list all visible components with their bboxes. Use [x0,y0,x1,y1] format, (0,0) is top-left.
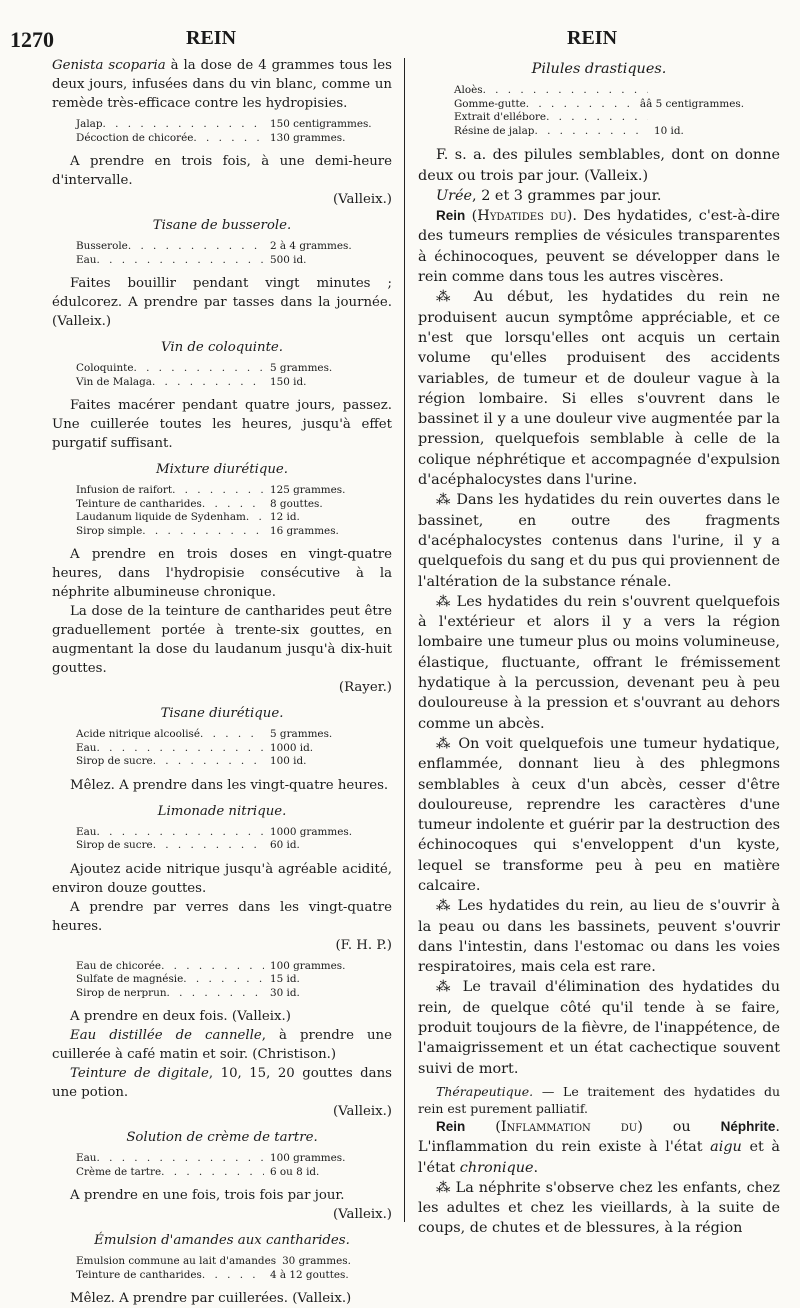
ingredient-name: Vin de Malaga [76,375,152,388]
formula-row [76,755,376,769]
entry-keyword: Néphrite [720,1118,776,1134]
text-run: A prendre en une fois, trois fois par jour. [70,1188,345,1203]
formula-row [76,118,376,132]
formula-table [76,118,376,145]
italic-text: aigu [710,1139,742,1156]
text-run: Ajoutez acide nitrique jusqu'à agréable acidité, environ douze gouttes. [52,861,392,896]
dot-leader [153,839,264,853]
ingredient-quantity: 5 grammes. [270,728,333,740]
text-run: à la dose de 4 grammes tous les deux jours, infusées dans du vin blanc, comme un remède très-efficace contre les hydropisies. [52,58,392,111]
citation: (Valleix.) [332,192,392,207]
ingredient-name: Extrait d'ellébore [454,111,547,124]
ingredient-name: Sirop simple [76,524,143,537]
italic-text: Thérapeutique. [436,1083,534,1099]
ingredient-quantity: 500 id. [270,253,307,266]
italic-text: Teinture de digitale [70,1066,209,1081]
entry-keyword: Rein [436,1118,466,1134]
text-run: ⁂ Dans les hydatides du rein ouvertes dans le bassinet, en outre des fragments d'acéphalocystes contenus dans l'urine, il y a quelquefois du sang et du pus qui proviennent de l'altération de la substance rénale. [418,492,780,590]
paragraph [418,206,780,287]
ingredient-quantity: 10 id. [654,124,684,137]
running-title-left: REIN [186,27,237,49]
citation: (Valleix.) [332,1207,392,1222]
dot-leader [133,362,264,376]
note-paragraph [418,1083,780,1117]
ingredient-quantity: 30 id. [270,986,300,999]
ingredient-quantity: 125 grammes. [270,484,346,496]
ingredient-name: Laudanum liquide de Sydenham [76,511,246,523]
italic-text: Eau distillée de cannelle [70,1028,262,1043]
text-run: ⁂ Au début, les hydatides du rein ne produisent aucun symptôme appréciable, et ce n'est que lorsqu'elles ont acquis un certain volume qu'elles produisent des accidents variables, de tumeur et de douleur vague à la région lombaire. Si elles s'ouvrent dans le bassinet il y a une douleur vive augmentée par la pression, quelquefois semblable à celle de la colique néphrétique et accompagnée d'expulsion d'acéphalocystes dans l'urine. [418,289,780,489]
paragraph [52,898,392,936]
ingredient-quantity: 150 centigrammes. [270,118,372,130]
text-run: ⁂ On voit quelquefois une tumeur hydatique, enflammée, donnant lieu à des phlegmons semblables à ceux d'un abcès, cesser d'être douloureuse, reprendre les caractères d'une tumeur indolente et guérir par la destruction des échinocoques qui s'enveloppent d'un kyste, lequel se transforme peu à peu en matière calcaire. [418,735,780,894]
paragraph [418,977,780,1078]
entry-subtitle: (Hydatides du) [465,208,573,225]
dot-leader [96,826,264,840]
citation: (F. H. P.) [335,937,392,953]
citation: (Rayer.) [338,680,392,695]
formula-row [76,742,376,756]
ingredient-name: Gomme-gutte [454,97,526,110]
paragraph [52,1007,392,1026]
text-run: ⁂ Les hydatides du rein, au lieu de s'ouvrir à la peau ou dans les bassinets, peuvent s'ouvrir dans l'intestin, dans l'estomac ou dans les voies respiratoires, mais cela est rare. [418,898,780,976]
formula-heading: Tisane diurétique. [160,706,284,721]
ingredient-name: Sulfate de magnésie [76,973,184,985]
left-column [52,56,392,1308]
dot-leader [172,484,264,498]
ingredient-name: Coloquinte [76,362,134,374]
dot-leader [161,1166,264,1180]
formula-heading: Tisane de busserole. [152,218,292,233]
ingredient-quantity: 2 à 4 grammes. [270,240,352,252]
ingredient-quantity: 100 id. [270,755,307,767]
paragraph [418,896,780,977]
text-run: . L'inflammation du rein existe à l'état [418,1118,780,1156]
ingredient-name: Décoction de chicorée [76,131,194,144]
formula-table [76,1152,376,1179]
paragraph [418,490,780,591]
paragraph [418,592,780,734]
formula-row [76,484,376,498]
formula-row [76,1255,376,1269]
formula-heading: Limonade nitrique. [157,803,287,819]
paragraph [52,396,392,453]
formula-row [76,987,376,1001]
ingredient-name: Sirop de sucre [76,755,153,767]
ingredient-quantity [648,84,744,98]
text-run: La dose de la teinture de cantharides peut être graduellement portée à trente-six gouttes, en augmentant la dose du laudanum jusqu'à dix-huit gouttes. [52,604,392,676]
paragraph [52,602,392,678]
text-run: et à l'état [418,1139,780,1176]
ingredient-quantity: 8 gouttes. [270,497,323,510]
paragraph [52,776,392,795]
italic-text: Urée [436,187,473,204]
ingredient-quantity: 100 grammes. [270,959,346,972]
text-run: , 2 et 3 grammes par jour. [472,187,662,204]
formula-row [76,826,376,840]
formula-row [76,728,376,742]
italic-text: Genista scoparia [52,58,166,73]
formula-heading: Vin de coloquinte. [160,340,284,355]
formula-table [76,362,376,389]
dot-leader [142,525,264,539]
text-run: A prendre en trois doses en vingt-quatre heures, dans l'hydropisie consécutive à la néphrite albumineuse chronique. [52,547,392,600]
page-number: 1270 [10,27,54,52]
paragraph [418,1178,780,1239]
formula-row [76,1166,376,1180]
text-run: ou [642,1118,721,1135]
paragraph [52,56,392,113]
paragraph [52,1186,392,1205]
formula-row [454,111,744,125]
dot-leader [202,1269,264,1283]
formula-row [76,1152,376,1166]
dot-leader [103,118,264,132]
ingredient-quantity: 12 id. [270,511,300,523]
ingredient-quantity: 30 grammes. [282,1255,351,1267]
entry-keyword: Rein [436,208,466,224]
formula-row [76,362,376,376]
paragraph [52,274,392,331]
dot-leader [161,960,264,974]
text-run: Faites macérer pendant quatre jours, passez. Une cuillerée toutes les heures, jusqu'à effet purgatif suffisant. [52,398,392,451]
ingredient-quantity: 150 id. [270,375,307,388]
formula-row [76,839,376,853]
ingredient-quantity: 130 grammes. [270,131,346,144]
text-run: A prendre par verres dans les vingt-quatre heures. [52,899,392,934]
formula-heading: Mixture diurétique. [155,462,289,477]
ingredient-quantity: 5 grammes. [270,362,333,374]
ingredient-name: Résine de jalap [454,124,535,137]
ingredient-name: Sirop de nerprun [76,986,167,999]
formula-row [76,525,376,539]
dot-leader [96,1152,264,1166]
text-run: , à prendre une cuillerée à café matin et soir. (Christison.) [52,1028,392,1062]
ingredient-quantity: 1000 id. [270,741,314,754]
dot-leader [483,84,648,98]
ingredient-quantity: ââ 5 centigrammes. [639,97,744,110]
dot-leader [202,498,264,512]
ingredient-name: Jalap [76,118,103,130]
ingredient-name: Acide nitrique alcoolisé [76,728,201,740]
ingredient-name: Eau [76,741,97,754]
dot-leader [526,98,634,112]
formula-table [76,484,376,538]
dot-leader [153,755,264,769]
text-run: — Le traitement des hydatides du rein est purement palliatif. [418,1083,780,1116]
ingredient-quantity: 100 grammes. [270,1152,346,1164]
ingredient-name: Teinture de cantharides [76,497,202,510]
dot-leader [96,254,264,268]
dot-leader [193,132,264,146]
formula-heading: Pilules drastiques. [531,61,667,77]
text-run: , 10, 15, 20 gouttes dans une potion. [52,1066,392,1100]
ingredient-quantity: 6 ou 8 id. [270,1165,320,1178]
formula-row [454,125,744,139]
ingredient-quantity: 60 id. [270,839,300,851]
dot-leader [200,728,264,742]
ingredient-name: Infusion de raifort [76,484,173,496]
ingredient-quantity: 15 id. [270,973,300,985]
dot-leader [183,973,264,987]
paragraph [418,734,780,896]
formula-row [76,240,376,254]
dot-leader [152,376,264,390]
ingredient-name: Crème de tartre [76,1165,162,1178]
ingredient-name: Emulsion commune au lait d'amandes [76,1255,277,1267]
dot-leader [246,511,264,525]
formula-row [76,973,376,987]
paragraph [52,860,392,898]
ingredient-name: Eau [76,825,97,838]
text-run: A prendre en deux fois. (Valleix.) [70,1009,291,1024]
formula-row [76,498,376,512]
formula-heading: Solution de crème de tartre. [126,1130,318,1145]
formula-row [454,98,744,112]
ingredient-name: Teinture de cantharides [76,1268,202,1281]
text-run: ⁂ La néphrite s'observe chez les enfants, chez les adultes et chez les vieillards, à la suite de coups, de chutes et de blessures, à la région [418,1179,780,1237]
paragraph [52,152,392,190]
formula-row [76,1269,376,1283]
paragraph [52,1026,392,1064]
text-run: A prendre en trois fois, à une demi-heure d'intervalle. [52,154,392,188]
dot-leader [546,111,648,125]
formula-heading: Émulsion d'amandes aux cantharides. [94,1233,350,1248]
formula-table [454,84,744,138]
formula-row [76,132,376,146]
ingredient-quantity [648,111,744,125]
text-run: ⁂ Les hydatides du rein s'ouvrent quelquefois à l'extérieur et alors il y a vers la région lombaire une tumeur plus ou moins volumineuse, élastique, fluctuante, offrant le frémissement hydatique à la percussion, devenant peu à peu douloureuse à la pression et s'ouvrant au dehors comme un abcès. [418,593,780,732]
paragraph [418,186,780,206]
paragraph [52,1064,392,1102]
dot-leader [128,240,264,254]
ingredient-name: Busserole [76,240,128,252]
formula-table [76,728,376,769]
text-run: Mêlez. A prendre dans les vingt-quatre heures. [70,777,389,793]
formula-row [76,254,376,268]
formula-row [76,511,376,525]
text-run: . Des hydatides, c'est-à-dire des tumeurs remplies de vésicules transparentes à échinocoques, peuvent se développer dans le rein comme dans tous les autres viscères. [418,208,780,286]
column-divider [404,58,405,1222]
italic-text: chronique [459,1159,534,1176]
dot-leader [96,742,264,756]
ingredient-quantity: 4 à 12 gouttes. [270,1268,349,1281]
formula-row [76,376,376,390]
paragraph [52,1289,392,1308]
text-run: F. s. a. des pilules semblables, dont on donne deux ou trois par jour. (Valleix.) [418,147,780,184]
ingredient-name: Sirop de sucre [76,839,153,851]
dot-leader [534,125,648,139]
formula-row [76,960,376,974]
paragraph [418,1117,780,1178]
dot-leader [167,987,264,1001]
formula-row [454,84,744,98]
ingredient-name: Eau [76,253,97,266]
ingredient-quantity: 1000 grammes. [270,825,353,838]
formula-table [76,826,376,853]
text-run: Mêlez. A prendre par cuillerées. (Valleix.) [70,1291,352,1306]
entry-subtitle: (Inflammation du) [465,1118,643,1135]
text-run: Faites bouillir pendant vingt minutes ; édulcorez. A prendre par tasses dans la journée. (Valleix.) [52,276,392,329]
ingredient-name: Aloès [454,84,483,97]
formula-table [76,240,376,267]
running-title-right: REIN [567,27,618,49]
text-run: ⁂ Le travail d'élimination des hydatides du rein, de quelque côté qu'il tende à se faire, produit toujours de la fièvre, de l'inappétence, de l'amaigrissement et un état cachectique souvent suivi de mort. [418,979,780,1077]
ingredient-quantity: 16 grammes. [270,524,339,537]
ingredient-name: Eau [76,1152,97,1164]
citation: (Valleix.) [332,1104,392,1119]
paragraph [52,545,392,602]
right-column [418,56,780,1239]
paragraph [418,287,780,490]
ingredient-name: Eau de chicorée [76,959,162,972]
paragraph [418,145,780,186]
text-run: . [533,1159,539,1176]
formula-table [76,960,376,1001]
